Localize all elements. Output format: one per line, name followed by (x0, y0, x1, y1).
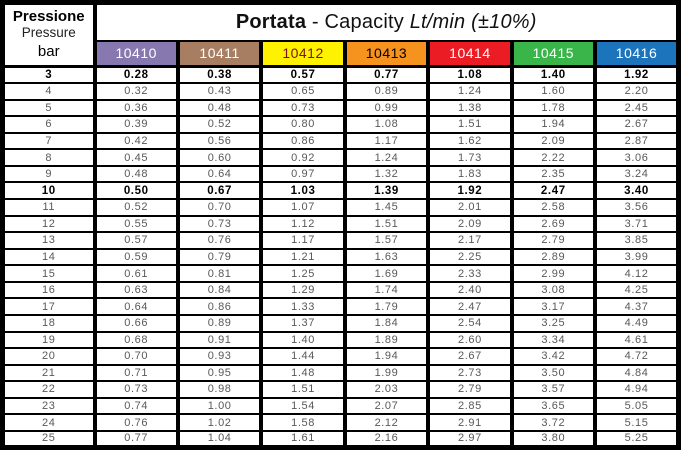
table-row (3, 182, 679, 199)
capacity-cell: 3.71 (595, 216, 678, 233)
title-unit: Lt/min (±10%) (409, 10, 537, 33)
capacity-cell: 1.84 (345, 315, 428, 332)
capacity-cell: 3.06 (595, 149, 678, 166)
pressure-cell: 8 (3, 149, 95, 166)
capacity-cell: 1.25 (261, 265, 344, 282)
pressure-cell: 5 (3, 100, 95, 117)
capacity-cell: 4.37 (595, 298, 678, 315)
capacity-cell: 1.69 (345, 265, 428, 282)
capacity-cell: 0.73 (95, 381, 178, 398)
capacity-cell: 0.60 (178, 149, 261, 166)
nozzle-code-row (3, 41, 679, 67)
capacity-cell: 3.56 (595, 199, 678, 216)
pressure-cell: 19 (3, 332, 95, 349)
pressure-cell: 4 (3, 83, 95, 100)
capacity-cell: 1.73 (428, 149, 511, 166)
pressure-unit-label: bar (37, 43, 60, 60)
capacity-cell: 3.25 (512, 315, 595, 332)
pressure-cell: 10 (3, 182, 95, 199)
capacity-cell: 0.55 (95, 216, 178, 233)
capacity-cell: 1.32 (345, 166, 428, 183)
table-row (3, 431, 679, 448)
capacity-cell: 2.79 (512, 232, 595, 249)
capacity-cell: 1.48 (261, 365, 344, 382)
capacity-cell: 2.01 (428, 199, 511, 216)
capacity-cell: 4.49 (595, 315, 678, 332)
capacity-cell: 0.95 (178, 365, 261, 382)
capacity-cell: 1.08 (428, 67, 511, 84)
capacity-cell: 3.99 (595, 249, 678, 266)
capacity-cell: 0.71 (95, 365, 178, 382)
capacity-cell: 1.94 (512, 116, 595, 133)
capacity-cell: 1.40 (261, 332, 344, 349)
capacity-cell: 1.24 (345, 149, 428, 166)
capacity-cell: 0.73 (261, 100, 344, 117)
capacity-cell: 0.74 (95, 398, 178, 415)
pressure-cell: 18 (3, 315, 95, 332)
capacity-cell: 2.40 (428, 282, 511, 299)
capacity-cell: 1.54 (261, 398, 344, 415)
capacity-cell: 0.68 (95, 332, 178, 349)
column-header-10410: 10410 (95, 41, 178, 67)
capacity-cell: 2.03 (345, 381, 428, 398)
table-row (3, 67, 679, 84)
table-row (3, 83, 679, 100)
capacity-cell: 2.07 (345, 398, 428, 415)
capacity-cell: 2.79 (428, 381, 511, 398)
table-row (3, 348, 679, 365)
pressure-cell: 20 (3, 348, 95, 365)
capacity-cell: 2.60 (428, 332, 511, 349)
pressure-label-group (13, 8, 85, 40)
capacity-cell: 1.45 (345, 199, 428, 216)
capacity-cell: 2.17 (428, 232, 511, 249)
table-row (3, 199, 679, 216)
capacity-cell: 5.15 (595, 414, 678, 431)
capacity-cell: 1.12 (261, 216, 344, 233)
capacity-cell: 0.77 (95, 431, 178, 448)
capacity-cell: 0.91 (178, 332, 261, 349)
capacity-cell: 0.48 (178, 100, 261, 117)
table-row (3, 414, 679, 431)
table-row (3, 282, 679, 299)
capacity-cell: 1.79 (345, 298, 428, 315)
capacity-cell: 1.61 (261, 431, 344, 448)
capacity-cell: 2.73 (428, 365, 511, 382)
capacity-cell: 0.39 (95, 116, 178, 133)
capacity-cell: 3.42 (512, 348, 595, 365)
table-row (3, 332, 679, 349)
pressure-cell: 21 (3, 365, 95, 382)
capacity-cell: 0.86 (178, 298, 261, 315)
capacity-cell: 2.99 (512, 265, 595, 282)
capacity-cell: 0.57 (261, 67, 344, 84)
capacity-cell: 3.80 (512, 431, 595, 448)
capacity-cell: 1.29 (261, 282, 344, 299)
capacity-cell: 2.45 (595, 100, 678, 117)
capacity-cell: 1.38 (428, 100, 511, 117)
capacity-cell: 0.36 (95, 100, 178, 117)
capacity-cell: 1.92 (595, 67, 678, 84)
capacity-cell: 0.80 (261, 116, 344, 133)
pressure-label-italian: Pressione (12, 8, 85, 25)
capacity-cell: 5.05 (595, 398, 678, 415)
capacity-cell: 0.32 (95, 83, 178, 100)
capacity-cell: 1.62 (428, 133, 511, 150)
capacity-cell: 0.70 (178, 199, 261, 216)
capacity-cell: 1.03 (261, 182, 344, 199)
pressure-cell: 17 (3, 298, 95, 315)
capacity-cell: 1.83 (428, 166, 511, 183)
capacity-cell: 2.47 (512, 182, 595, 199)
pressure-cell: 14 (3, 249, 95, 266)
capacity-cell: 0.98 (178, 381, 261, 398)
capacity-cell: 0.52 (178, 116, 261, 133)
capacity-cell: 3.34 (512, 332, 595, 349)
column-header-10416: 10416 (595, 41, 678, 67)
capacity-cell: 1.17 (261, 232, 344, 249)
table-row (3, 365, 679, 382)
table-row (3, 149, 679, 166)
capacity-cell: 3.57 (512, 381, 595, 398)
capacity-cell: 0.43 (178, 83, 261, 100)
table-row (3, 100, 679, 117)
capacity-cell: 2.67 (595, 116, 678, 133)
capacity-cell: 2.67 (428, 348, 511, 365)
pressure-header (3, 3, 95, 67)
capacity-cell: 2.22 (512, 149, 595, 166)
pressure-cell: 25 (3, 431, 95, 448)
pressure-cell: 15 (3, 265, 95, 282)
capacity-cell: 3.50 (512, 365, 595, 382)
capacity-cell: 2.54 (428, 315, 511, 332)
capacity-cell: 1.63 (345, 249, 428, 266)
capacity-cell: 0.86 (261, 133, 344, 150)
capacity-cell: 2.16 (345, 431, 428, 448)
capacity-cell: 3.72 (512, 414, 595, 431)
capacity-cell: 2.20 (595, 83, 678, 100)
capacity-cell: 3.17 (512, 298, 595, 315)
column-header-10414: 10414 (428, 41, 511, 67)
pressure-cell: 23 (3, 398, 95, 415)
table-row (3, 381, 679, 398)
capacity-cell: 1.51 (345, 216, 428, 233)
capacity-cell: 4.72 (595, 348, 678, 365)
column-header-10411: 10411 (178, 41, 261, 67)
capacity-cell: 0.59 (95, 249, 178, 266)
capacity-cell: 0.67 (178, 182, 261, 199)
capacity-cell: 0.48 (95, 166, 178, 183)
capacity-cell: 1.78 (512, 100, 595, 117)
capacity-cell: 1.07 (261, 199, 344, 216)
title-separator: - Capacity (306, 10, 410, 33)
capacity-cell: 0.89 (345, 83, 428, 100)
capacity-cell: 2.25 (428, 249, 511, 266)
capacity-cell: 2.97 (428, 431, 511, 448)
column-header-10413: 10413 (345, 41, 428, 67)
capacity-cell: 1.89 (345, 332, 428, 349)
capacity-cell: 0.89 (178, 315, 261, 332)
capacity-cell: 0.28 (95, 67, 178, 84)
capacity-cell: 4.94 (595, 381, 678, 398)
capacity-cell: 2.91 (428, 414, 511, 431)
title-row (3, 3, 679, 41)
capacity-cell: 2.85 (428, 398, 511, 415)
capacity-cell: 1.39 (345, 182, 428, 199)
capacity-cell: 0.63 (95, 282, 178, 299)
capacity-cell: 3.08 (512, 282, 595, 299)
capacity-cell: 1.92 (428, 182, 511, 199)
capacity-cell: 0.64 (95, 298, 178, 315)
capacity-cell: 0.65 (261, 83, 344, 100)
capacity-cell: 0.70 (95, 348, 178, 365)
capacity-cell: 1.44 (261, 348, 344, 365)
capacity-cell: 2.09 (428, 216, 511, 233)
capacity-cell: 1.02 (178, 414, 261, 431)
capacity-cell: 0.93 (178, 348, 261, 365)
capacity-cell: 1.08 (345, 116, 428, 133)
capacity-cell: 0.84 (178, 282, 261, 299)
capacity-cell: 4.12 (595, 265, 678, 282)
capacity-cell: 0.81 (178, 265, 261, 282)
capacity-cell: 0.42 (95, 133, 178, 150)
capacity-cell: 0.64 (178, 166, 261, 183)
pressure-label-english: Pressure (21, 25, 76, 40)
table-title (95, 3, 679, 41)
capacity-cell: 0.45 (95, 149, 178, 166)
capacity-cell: 1.33 (261, 298, 344, 315)
capacity-cell: 1.37 (261, 315, 344, 332)
capacity-cell: 0.56 (178, 133, 261, 150)
table-row (3, 216, 679, 233)
capacity-cell: 0.77 (345, 67, 428, 84)
capacity-cell: 3.85 (595, 232, 678, 249)
table-row (3, 166, 679, 183)
capacity-cell: 3.65 (512, 398, 595, 415)
capacity-cell: 0.66 (95, 315, 178, 332)
table-row (3, 398, 679, 415)
capacity-cell: 0.97 (261, 166, 344, 183)
capacity-cell: 0.73 (178, 216, 261, 233)
column-header-10415: 10415 (512, 41, 595, 67)
capacity-table-body (3, 67, 679, 448)
pressure-cell: 3 (3, 67, 95, 84)
capacity-cell: 1.51 (428, 116, 511, 133)
capacity-cell: 4.61 (595, 332, 678, 349)
capacity-cell: 0.76 (178, 232, 261, 249)
pressure-cell: 7 (3, 133, 95, 150)
capacity-cell: 0.57 (95, 232, 178, 249)
title-main: Portata (235, 10, 307, 33)
capacity-cell: 1.60 (512, 83, 595, 100)
capacity-cell: 1.40 (512, 67, 595, 84)
capacity-cell: 2.35 (512, 166, 595, 183)
capacity-cell: 1.17 (345, 133, 428, 150)
capacity-cell: 1.94 (345, 348, 428, 365)
capacity-cell: 0.52 (95, 199, 178, 216)
capacity-cell: 1.21 (261, 249, 344, 266)
capacity-cell: 0.61 (95, 265, 178, 282)
capacity-cell: 2.33 (428, 265, 511, 282)
table-row (3, 298, 679, 315)
capacity-cell: 1.74 (345, 282, 428, 299)
capacity-cell: 0.99 (345, 100, 428, 117)
pressure-cell: 9 (3, 166, 95, 183)
capacity-cell: 1.00 (178, 398, 261, 415)
table-row (3, 315, 679, 332)
capacity-cell: 1.24 (428, 83, 511, 100)
capacity-cell: 1.51 (261, 381, 344, 398)
capacity-cell: 3.24 (595, 166, 678, 183)
capacity-cell: 2.87 (595, 133, 678, 150)
capacity-cell: 4.84 (595, 365, 678, 382)
capacity-cell: 4.25 (595, 282, 678, 299)
pressure-cell: 12 (3, 216, 95, 233)
capacity-cell: 1.99 (345, 365, 428, 382)
table-row (3, 249, 679, 266)
capacity-cell: 0.38 (178, 67, 261, 84)
capacity-cell: 2.09 (512, 133, 595, 150)
capacity-cell: 2.89 (512, 249, 595, 266)
pressure-cell: 13 (3, 232, 95, 249)
table-row (3, 232, 679, 249)
capacity-cell: 0.50 (95, 182, 178, 199)
table-row (3, 133, 679, 150)
capacity-cell: 1.58 (261, 414, 344, 431)
capacity-cell: 0.92 (261, 149, 344, 166)
capacity-cell: 2.58 (512, 199, 595, 216)
capacity-cell: 0.79 (178, 249, 261, 266)
pressure-cell: 11 (3, 199, 95, 216)
pressure-cell: 16 (3, 282, 95, 299)
table-row (3, 265, 679, 282)
pressure-cell: 22 (3, 381, 95, 398)
pressure-cell: 6 (3, 116, 95, 133)
capacity-cell: 2.69 (512, 216, 595, 233)
pressure-cell: 24 (3, 414, 95, 431)
capacity-cell: 3.40 (595, 182, 678, 199)
capacity-cell: 2.47 (428, 298, 511, 315)
capacity-cell: 0.76 (95, 414, 178, 431)
capacity-cell: 1.57 (345, 232, 428, 249)
column-header-10412: 10412 (261, 41, 344, 67)
table-row (3, 116, 679, 133)
capacity-cell: 2.12 (345, 414, 428, 431)
capacity-cell: 1.04 (178, 431, 261, 448)
capacity-cell: 5.25 (595, 431, 678, 448)
